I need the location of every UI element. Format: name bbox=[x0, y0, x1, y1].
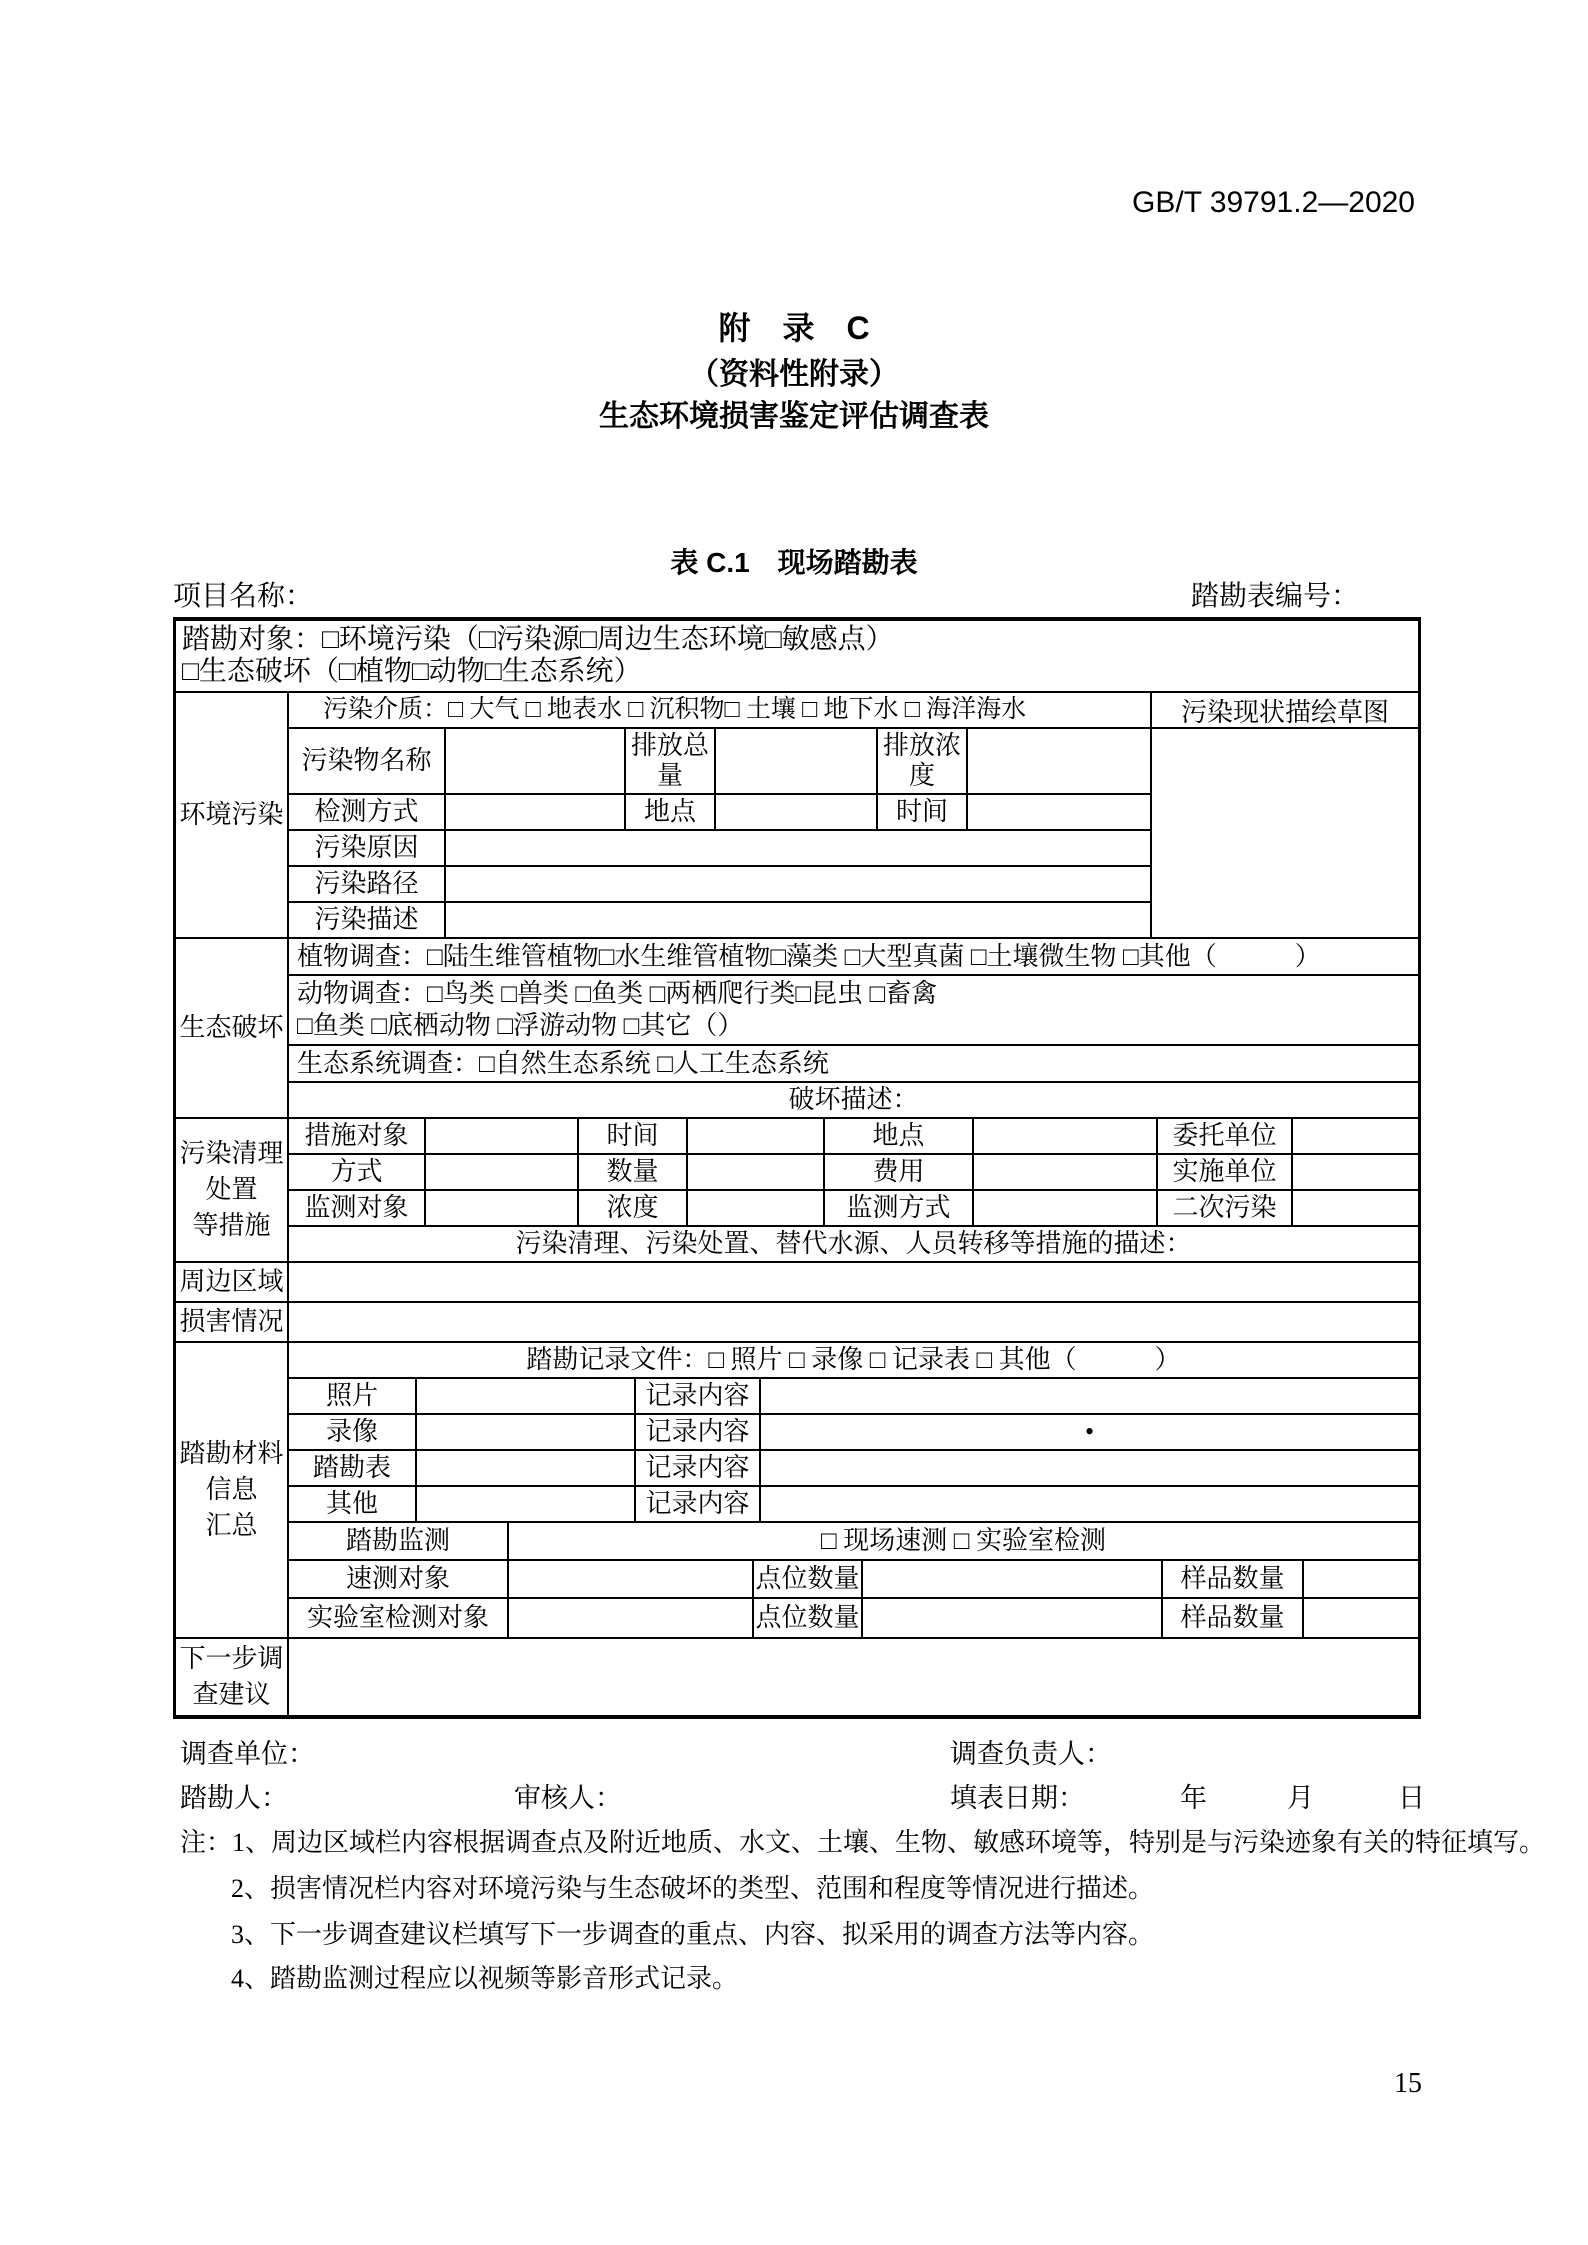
other-content-input bbox=[759, 1487, 1418, 1521]
cleanup-label-line: 等措施 bbox=[192, 1211, 271, 1240]
lab-test-row bbox=[289, 1597, 1418, 1637]
surveyor-label: 踏勘人： bbox=[180, 1783, 288, 1813]
photo-input bbox=[415, 1379, 634, 1413]
animal-survey-row bbox=[289, 976, 1418, 1044]
env-pollution-section bbox=[176, 691, 1418, 937]
record-row-other bbox=[289, 1485, 1418, 1521]
animal-survey-line1: 动物调查：□鸟类 □兽类 □鱼类 □两栖爬行类□昆虫 □畜禽 bbox=[297, 979, 938, 1008]
pollution-sketch-canvas bbox=[1152, 729, 1418, 937]
monitor-method-label: 监测方式 bbox=[823, 1191, 972, 1225]
photo-content-input bbox=[759, 1379, 1418, 1413]
pollutant-name-input bbox=[444, 729, 624, 793]
measure-qty-label: 数量 bbox=[577, 1155, 686, 1189]
monitor-method-input bbox=[972, 1191, 1156, 1225]
measure-method-label: 方式 bbox=[330, 1157, 383, 1186]
pollution-desc-label: 污染描述 bbox=[314, 905, 419, 934]
footer-line-1 bbox=[0, 1732, 1588, 1769]
note-1: 注：1、周边区域栏内容根据调查点及附近地质、水文、土壤、生物、敏感环境等，特别是与污染迹象有关的特征填写。 bbox=[180, 1828, 1546, 1857]
cleanup-section bbox=[176, 1117, 1418, 1261]
monitor-object-input bbox=[424, 1191, 577, 1225]
measure-time-label: 时间 bbox=[577, 1119, 686, 1153]
record-row-video bbox=[289, 1413, 1418, 1449]
emission-total-label: 排放总量 bbox=[624, 729, 714, 793]
next-step-label-line: 下一步调 bbox=[179, 1644, 284, 1673]
table-title: 表 C.1 现场踏勘表 bbox=[670, 547, 918, 578]
eco-damage-section-label: 生态破坏 bbox=[179, 1013, 284, 1042]
standard-code: GB/T 39791.2—2020 bbox=[1132, 186, 1415, 219]
survey-object-cell bbox=[176, 621, 1418, 691]
other-label: 其他 bbox=[325, 1489, 378, 1518]
location-input bbox=[714, 795, 876, 829]
emission-conc-input bbox=[966, 729, 1150, 793]
main-title: 生态环境损害鉴定评估调查表 bbox=[599, 400, 989, 433]
damage-status-label: 损害情况 bbox=[179, 1307, 284, 1336]
materials-label-line: 汇总 bbox=[205, 1511, 258, 1540]
survey-form-input bbox=[415, 1451, 634, 1485]
measure-method-input bbox=[424, 1155, 577, 1189]
monitor-object-label: 监测对象 bbox=[304, 1193, 409, 1222]
survey-monitor-row bbox=[289, 1521, 1418, 1559]
appendix-type: （资料性附录） bbox=[689, 358, 899, 391]
secondary-pollution-input bbox=[1291, 1191, 1418, 1225]
site-survey-table bbox=[173, 617, 1421, 1719]
record-content-label: 记录内容 bbox=[634, 1415, 759, 1449]
survey-unit-label: 调查单位： bbox=[180, 1739, 315, 1769]
quick-test-label: 速测对象 bbox=[345, 1564, 450, 1593]
pollution-path-input bbox=[444, 867, 1150, 901]
survey-form-label: 踏勘表 bbox=[312, 1453, 391, 1482]
table-meta-line bbox=[173, 574, 1415, 614]
samples-count-input bbox=[1302, 1561, 1418, 1597]
survey-object-line1: 踏勘对象：□环境污染（□污染源□周边生态环境□敏感点） bbox=[182, 624, 894, 655]
surrounding-area-label: 周边区域 bbox=[179, 1267, 284, 1296]
pollutant-name-label: 污染物名称 bbox=[301, 746, 432, 775]
measure-cost-input bbox=[972, 1155, 1156, 1189]
measure-object-input bbox=[424, 1119, 577, 1153]
day-label: 日 bbox=[1398, 1783, 1425, 1813]
damage-status-row bbox=[176, 1301, 1418, 1341]
project-name-label: 项目名称： bbox=[173, 581, 314, 612]
lab-test-input bbox=[507, 1599, 752, 1637]
surrounding-area-row bbox=[176, 1261, 1418, 1301]
pollution-sketch-label: 污染现状描绘草图 bbox=[1152, 693, 1418, 729]
pollution-cause-label: 污染原因 bbox=[314, 833, 419, 862]
plant-survey-row: 植物调查：□陆生维管植物□水生维管植物□藻类 □大型真菌 □土壤微生物 □其他（ ） bbox=[297, 941, 1321, 971]
quick-test-row bbox=[289, 1559, 1418, 1597]
measure-object-label: 措施对象 bbox=[304, 1121, 409, 1150]
cleanup-label-line: 处置 bbox=[205, 1175, 258, 1204]
record-content-label: 记录内容 bbox=[634, 1487, 759, 1521]
record-content-label: 记录内容 bbox=[634, 1451, 759, 1485]
form-number-label: 踏勘表编号： bbox=[1190, 581, 1359, 612]
pollution-cause-input bbox=[444, 831, 1150, 865]
points-count-label: 点位数量 bbox=[752, 1561, 861, 1597]
measure-qty-input bbox=[686, 1155, 823, 1189]
points-count-input bbox=[861, 1561, 1161, 1597]
eco-damage-section bbox=[176, 937, 1418, 1117]
measures-desc-row: 污染清理、污染处置、替代水源、人员转移等措施的描述： bbox=[515, 1229, 1192, 1258]
materials-label-line: 信息 bbox=[205, 1475, 258, 1504]
concentration-input bbox=[686, 1191, 823, 1225]
survey-monitor-options: □ 现场速测 □ 实验室检测 bbox=[507, 1523, 1418, 1559]
pollution-sketch-area bbox=[1150, 693, 1418, 937]
animal-survey-line2: □鱼类 □底栖动物 □浮游动物 □其它（） bbox=[297, 1011, 744, 1040]
note-2: 2、损害情况栏内容对环境污染与生态破坏的类型、范围和程度等情况进行描述。 bbox=[231, 1874, 1155, 1903]
cleanup-section-label bbox=[176, 1119, 287, 1261]
impl-unit-input bbox=[1291, 1155, 1418, 1189]
record-files-row: 踏勘记录文件：□ 照片 □ 录像 □ 记录表 □ 其他（ ） bbox=[526, 1345, 1181, 1374]
materials-label-line: 踏勘材料 bbox=[179, 1439, 284, 1468]
samples-count-label: 样品数量 bbox=[1161, 1599, 1302, 1637]
form-content-input bbox=[759, 1451, 1418, 1485]
next-step-input bbox=[287, 1639, 1418, 1715]
video-content-input: • bbox=[759, 1415, 1418, 1449]
time-label: 时间 bbox=[876, 795, 966, 829]
damage-status-input bbox=[287, 1303, 1418, 1341]
lab-test-label: 实验室检测对象 bbox=[306, 1603, 489, 1632]
time-input bbox=[966, 795, 1150, 829]
record-row-form bbox=[289, 1449, 1418, 1485]
survey-leader-label: 调查负责人： bbox=[950, 1739, 1112, 1769]
video-label: 录像 bbox=[325, 1417, 378, 1446]
measure-time-input bbox=[686, 1119, 823, 1153]
emission-conc-label: 排放浓度 bbox=[876, 729, 966, 793]
detect-method-label: 检测方式 bbox=[314, 797, 419, 826]
record-content-label: 记录内容 bbox=[634, 1379, 759, 1413]
measure-cost-label: 费用 bbox=[823, 1155, 972, 1189]
pollution-media-row: 污染介质：□ 大气 □ 地表水 □ 沉积物□ 土壤 □ 地下水 □ 海洋海水 bbox=[323, 696, 1027, 723]
pollution-desc-input bbox=[444, 903, 1150, 937]
emission-total-input bbox=[714, 729, 876, 793]
secondary-pollution-label: 二次污染 bbox=[1156, 1191, 1291, 1225]
detect-method-input bbox=[444, 795, 624, 829]
measure-row bbox=[289, 1189, 1418, 1225]
month-label: 月 bbox=[1287, 1783, 1314, 1813]
cleanup-label-line: 污染清理 bbox=[179, 1139, 284, 1168]
materials-section-label bbox=[176, 1343, 287, 1637]
points-count-input bbox=[861, 1599, 1161, 1637]
materials-section bbox=[176, 1341, 1418, 1637]
other-input bbox=[415, 1487, 634, 1521]
video-input bbox=[415, 1415, 634, 1449]
location-label: 地点 bbox=[624, 795, 714, 829]
photo-label: 照片 bbox=[325, 1381, 378, 1410]
pollution-path-label: 污染路径 bbox=[314, 869, 419, 898]
damage-desc-row: 破坏描述： bbox=[788, 1085, 919, 1114]
entrust-unit-input bbox=[1291, 1119, 1418, 1153]
page-number: 15 bbox=[1394, 2068, 1422, 2099]
appendix-title: 附 录 C bbox=[718, 310, 870, 346]
record-row-photo bbox=[289, 1377, 1418, 1413]
year-label: 年 bbox=[1180, 1783, 1207, 1813]
ecosystem-survey-row: 生态系统调查：□自然生态系统 □人工生态系统 bbox=[297, 1048, 829, 1078]
fill-date-label: 填表日期： bbox=[950, 1783, 1085, 1813]
note-4: 4、踏勘监测过程应以视频等影音形式记录。 bbox=[231, 1964, 739, 1993]
surrounding-area-input bbox=[287, 1263, 1418, 1301]
points-count-label: 点位数量 bbox=[752, 1599, 861, 1637]
samples-count-input bbox=[1302, 1599, 1418, 1637]
samples-count-label: 样品数量 bbox=[1161, 1561, 1302, 1597]
measure-place-input bbox=[972, 1119, 1156, 1153]
impl-unit-label: 实施单位 bbox=[1156, 1155, 1291, 1189]
survey-object-line2: □生态破坏（□植物□动物□生态系统） bbox=[182, 656, 642, 687]
measure-row bbox=[289, 1119, 1418, 1153]
env-pollution-section-label: 环境污染 bbox=[179, 800, 284, 829]
survey-monitor-label: 踏勘监测 bbox=[345, 1526, 450, 1555]
footer-line-2 bbox=[0, 1776, 1588, 1813]
entrust-unit-label: 委托单位 bbox=[1156, 1119, 1291, 1153]
note-3: 3、下一步调查建议栏填写下一步调查的重点、内容、拟采用的调查方法等内容。 bbox=[231, 1920, 1155, 1949]
concentration-label: 浓度 bbox=[577, 1191, 686, 1225]
measure-place-label: 地点 bbox=[823, 1119, 972, 1153]
next-step-label bbox=[176, 1639, 287, 1715]
next-step-row bbox=[176, 1637, 1418, 1715]
next-step-label-line: 查建议 bbox=[192, 1680, 271, 1709]
measure-row bbox=[289, 1153, 1418, 1189]
reviewer-label: 审核人： bbox=[514, 1783, 622, 1813]
quick-test-input bbox=[507, 1561, 752, 1597]
